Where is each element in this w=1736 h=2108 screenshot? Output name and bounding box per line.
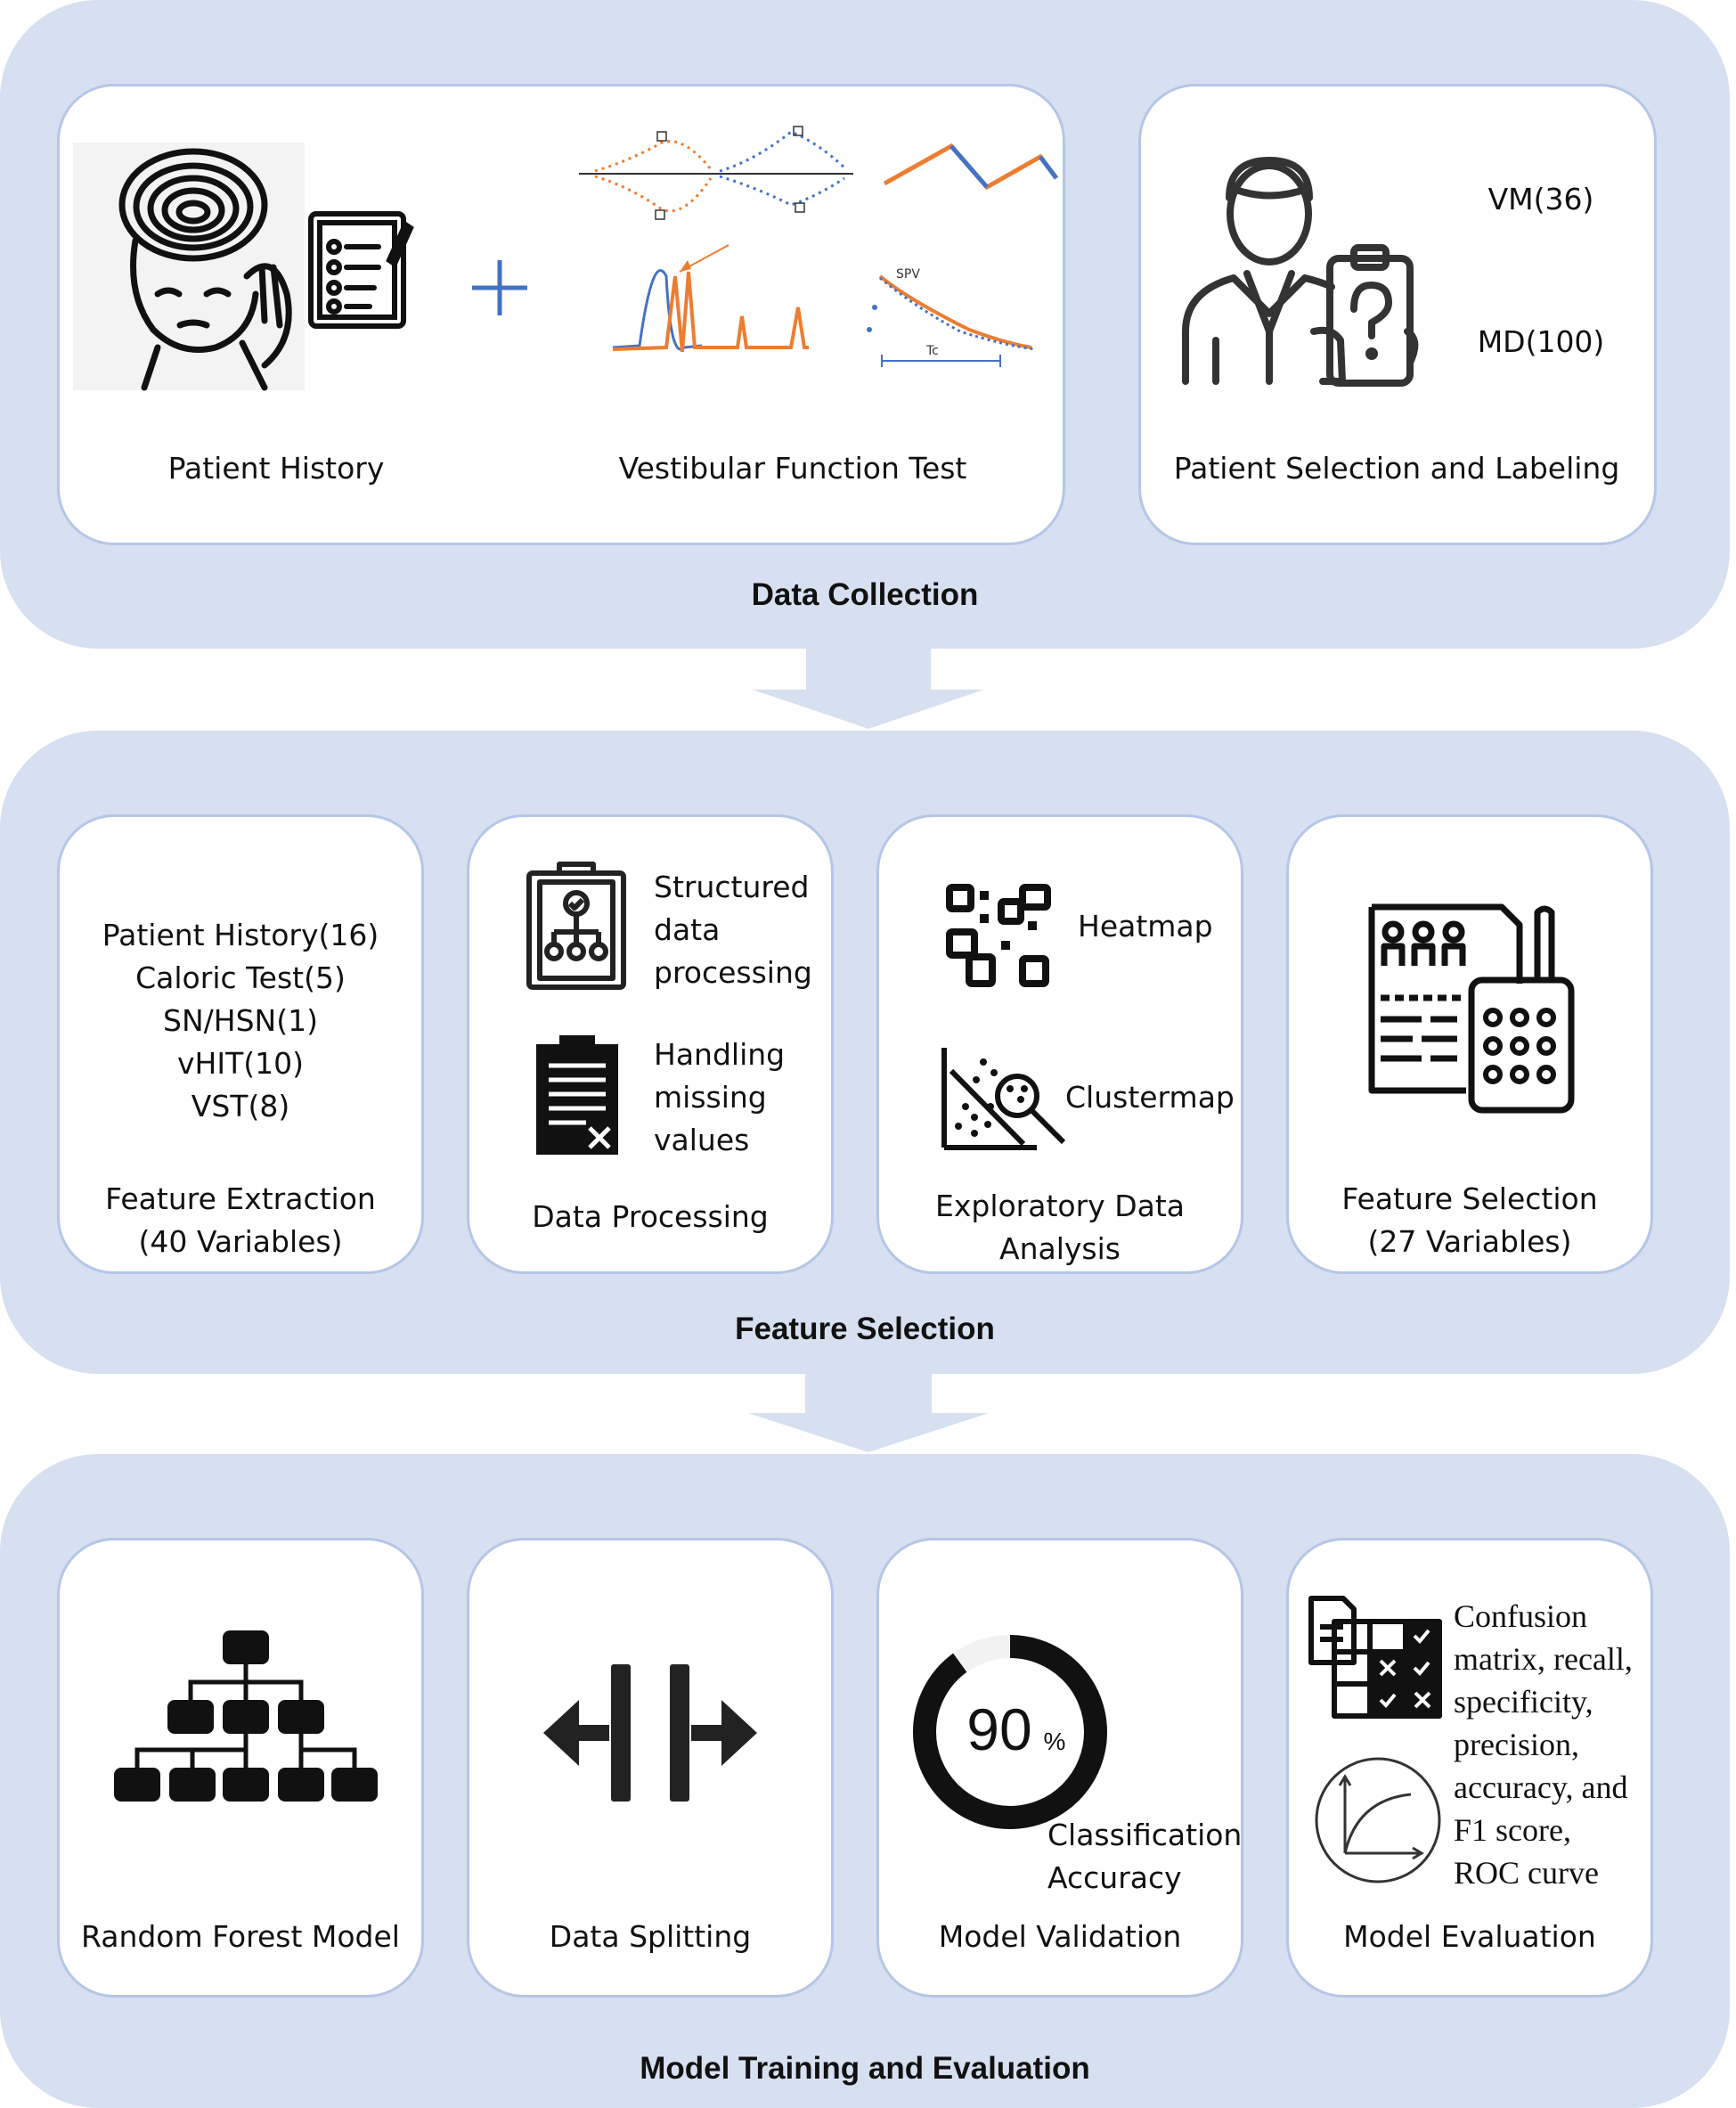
- metric-line: ROC curve: [1454, 1855, 1599, 1891]
- feature-item: VST(8): [191, 1089, 290, 1123]
- vestibular-plots-icon: [577, 125, 1058, 374]
- roc-curve-icon: [1313, 1755, 1443, 1885]
- patient-history-label: Patient History: [167, 451, 385, 486]
- plus-icon: [470, 258, 529, 317]
- feature-item: SN/HSN(1): [163, 1003, 318, 1038]
- feature-selection-label: Feature Selection: [1341, 1181, 1598, 1216]
- tc-label: Tc: [926, 344, 939, 358]
- confusion-matrix-icon: [1308, 1595, 1443, 1720]
- random-forest-label: Random Forest Model: [81, 1919, 400, 1954]
- feature-selection-count: (27 Variables): [1367, 1224, 1572, 1259]
- accuracy-ring-icon: [910, 1632, 1110, 1832]
- feature-item: Caloric Test(5): [135, 960, 346, 995]
- structured-label: Structured: [654, 870, 810, 904]
- clustermap-label: Clustermap: [1065, 1080, 1235, 1115]
- checklist-icon: [307, 207, 412, 331]
- tree-hierarchy-icon: [112, 1629, 379, 1803]
- missing-label: Handling: [654, 1037, 786, 1072]
- eda-label: Exploratory Data: [935, 1189, 1185, 1223]
- structured-label: data: [654, 912, 721, 947]
- flow-arrow-2: [748, 1372, 989, 1452]
- model-validation-label: Model Validation: [938, 1919, 1182, 1954]
- doctor-icon: [1180, 153, 1421, 387]
- metric-line: specificity,: [1454, 1684, 1593, 1720]
- feature-selection-icon: [1368, 903, 1575, 1114]
- feature-item: Patient History(16): [102, 918, 379, 952]
- data-collection-section: [0, 0, 1730, 649]
- accuracy-unit: %: [1043, 1728, 1066, 1755]
- feature-extraction-count: (40 Variables): [138, 1224, 343, 1259]
- feature-selection-title: Feature Selection: [735, 1311, 995, 1346]
- heatmap-label: Heatmap: [1078, 909, 1213, 944]
- model-training-section: [0, 1454, 1730, 2108]
- metric-line: precision,: [1454, 1727, 1579, 1762]
- heatmap-icon: [944, 882, 1055, 991]
- feature-selection-section: [0, 731, 1730, 1374]
- classification-label: Accuracy: [1047, 1860, 1182, 1895]
- data-collection-title: Data Collection: [751, 577, 979, 612]
- clustermap-icon: [939, 1044, 1069, 1153]
- missing-label: values: [654, 1123, 750, 1157]
- structured-label: processing: [654, 955, 812, 990]
- spv-label: SPV: [896, 267, 920, 282]
- data-splitting-label: Data Splitting: [549, 1919, 752, 1954]
- split-arrows-icon: [543, 1664, 757, 1802]
- flow-arrow-1: [753, 647, 984, 729]
- eda-label: Analysis: [999, 1231, 1121, 1266]
- metric-line: F1 score,: [1454, 1812, 1571, 1848]
- data-processing-label: Data Processing: [532, 1199, 769, 1234]
- accuracy-value: 90: [966, 1696, 1032, 1762]
- model-evaluation-label: Model Evaluation: [1343, 1919, 1596, 1954]
- model-training-title: Model Training and Evaluation: [640, 2051, 1090, 2086]
- metric-line: accuracy, and: [1454, 1769, 1628, 1805]
- classification-label: Classification: [1047, 1818, 1243, 1852]
- vm-count: VM(36): [1487, 182, 1594, 217]
- headache-patient-icon: [73, 143, 305, 390]
- missing-values-icon: [533, 1032, 622, 1158]
- metric-line: Confusion: [1454, 1598, 1588, 1634]
- feature-extraction-label: Feature Extraction: [105, 1181, 376, 1216]
- md-count: MD(100): [1477, 324, 1605, 359]
- patient-selection-label: Patient Selection and Labeling: [1173, 451, 1620, 486]
- missing-label: missing: [654, 1080, 767, 1115]
- structured-data-icon: [526, 857, 627, 991]
- feature-item: vHIT(10): [177, 1046, 304, 1081]
- vestibular-test-label: Vestibular Function Test: [618, 451, 967, 486]
- metric-line: matrix, recall,: [1454, 1641, 1633, 1677]
